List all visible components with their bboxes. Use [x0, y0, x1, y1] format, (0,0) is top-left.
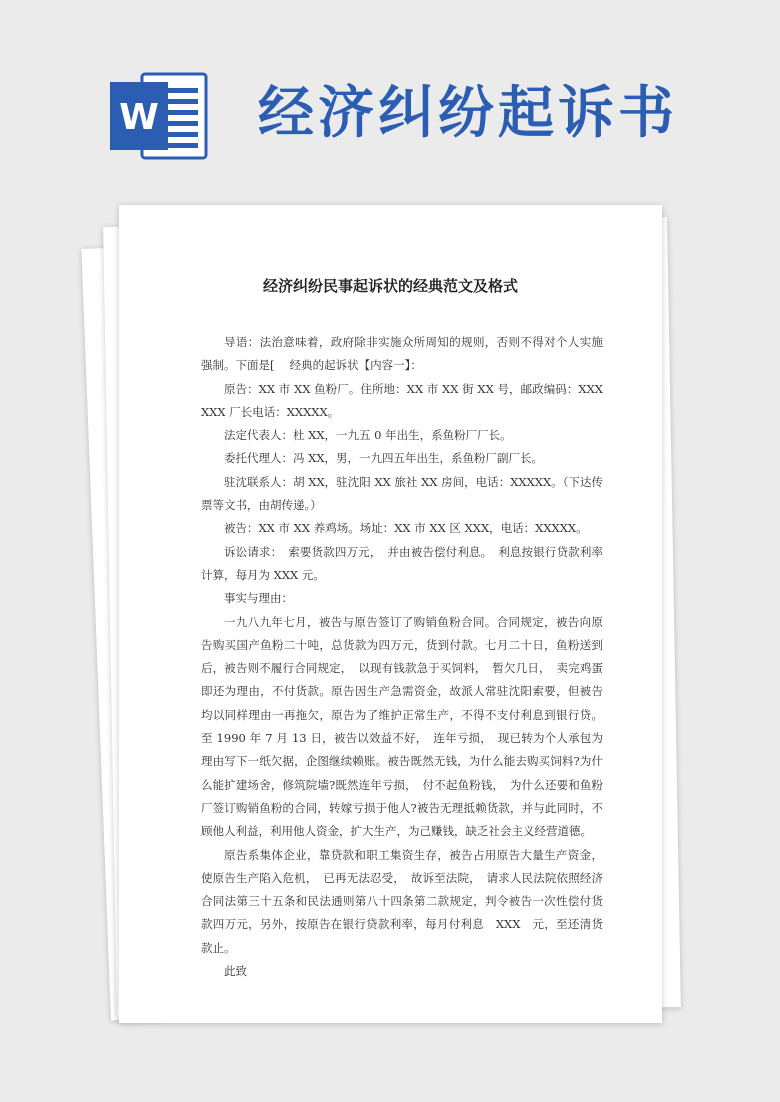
- paragraph-closing: 此致: [224, 964, 247, 979]
- paragraph-contact: 驻沈联系人：胡 XX，驻沈阳 XX 旅社 XX 房间，电话：XXXXX。（下达传票等文书，由胡传递。）: [201, 474, 603, 513]
- document-title: 经济纠纷民事起诉状的经典范文及格式: [262, 277, 518, 295]
- word-document-icon: [108, 68, 208, 164]
- paragraph-facts: 一九八九年七月，被告与原告签订了购销鱼粉合同。合同规定，被告向原告购买国产鱼粉二十吨，总货款为四万元，货到付款。七月二十日，鱼粉送到后，被告则不履行合同规定， 以现有钱款急于买饲料， 暂欠几日， 卖完鸡蛋即还为理由，不付货款。原告因生产急需资金，故派人常驻沈阳索要，但被告均以同样理由一再拖欠，原告为了维护正常生产，不得不支付利息到银行贷。至 1990 年 7 月 13 日，被告以效益不好， 连年亏损， 现已转为个人承包为理由写下一纸欠据，企图继续赖账。被告既然无钱，为什么能去购买饲料?为什么能扩建场舍，修筑院墙?既然连年亏损， 付不起鱼粉钱， 为什么还要和鱼粉厂签订购销鱼粉的合同，转嫁亏损于他人?被告无理抵赖货款，并与此同时，不顾他人利益，利用他人资金，扩大生产，为己赚钱，缺乏社会主义经营道德。: [201, 614, 603, 839]
- paragraph-facts-heading: 事实与理由：: [224, 591, 293, 606]
- banner-title: 经济纠纷起诉书: [258, 81, 678, 146]
- paragraph-request: 原告系集体企业，靠贷款和职工集资生存，被告占用原告大量生产资金，使原告生产陷入危机， 已再无法忍受， 故诉至法院， 请求人民法院依照经济合同法第三十五条和民法通则第八十四条第二款规定，判令被告一次性偿付货款四万元，另外，按原告在银行贷款利率，每月付利息 XXX 元，至还清货款止。: [201, 847, 603, 955]
- paragraph-legal-rep: 法定代表人：杜 XX，一九五 0 年出生，系鱼粉厂厂长。: [224, 428, 512, 443]
- paragraph-agent: 委托代理人：冯 XX，男，一九四五年出生，系鱼粉厂副厂长。: [224, 451, 544, 466]
- word-logo-letter: W: [119, 97, 159, 138]
- paragraph-defendant: 被告：XX 市 XX 养鸡场。场址：XX 市 XX 区 XXX，电话：XXXXX。: [224, 521, 588, 536]
- document-page: [119, 205, 662, 1023]
- paragraph-plaintiff: 原告：XX 市 XX 鱼粉厂。住所地：XX 市 XX 街 XX 号，邮政编码：XXXXXX 厂长电话：XXXXX。: [201, 381, 603, 419]
- paragraph-intro: 导语：法治意味着，政府除非实施众所周知的规则，否则不得对个人实施强制。下面是[ 经典的起诉状【内容一】：: [201, 335, 603, 373]
- document-body: [201, 331, 603, 983]
- paragraph-claims: 诉讼请求： 索要货款四万元， 并由被告偿付利息。 利息按银行贷款利率计算，每月为 XXX 元。: [201, 544, 603, 582]
